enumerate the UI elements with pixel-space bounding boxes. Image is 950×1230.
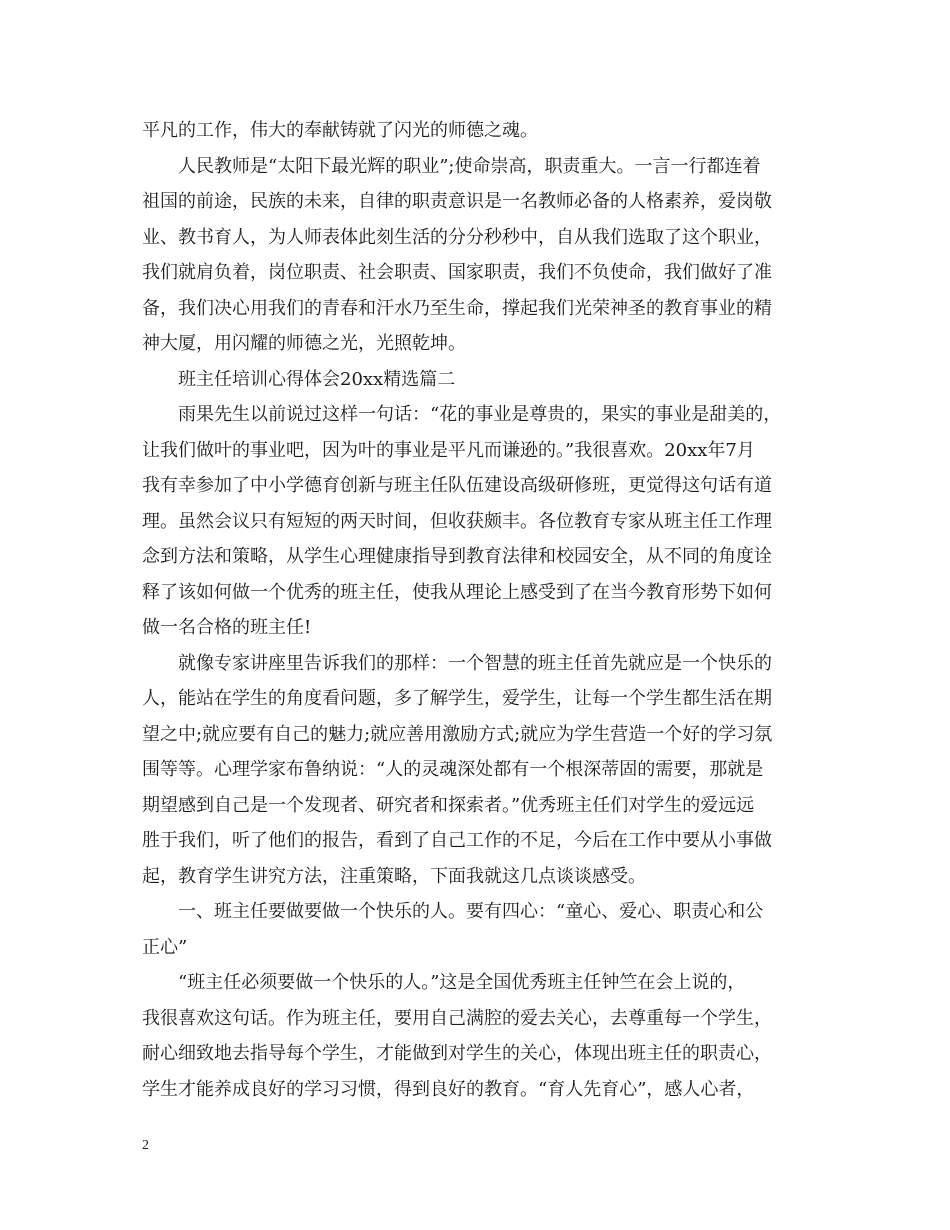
text-line: 释了该如何做一个优秀的班主任，使我从理论上感受到了在当今教育形势下如何 xyxy=(142,581,772,603)
document-body xyxy=(142,113,810,1107)
text-line: 正心” xyxy=(142,936,188,958)
text-line: 理。虽然会议只有短短的两天时间，但收获颇丰。各位教育专家从班主任工作理 xyxy=(142,510,772,532)
text-line: 胜于我们，听了他们的报告，看到了自己工作的不足，今后在工作中要从小事做 xyxy=(142,830,772,851)
text-line: 我很喜欢这句话。作为班主任，要用自己满腔的爱去关心，去尊重每一个学生， xyxy=(142,1007,772,1029)
text-line: 望之中;就应要有自己的魅力;就应善用激励方式;就应为学生营造一个好的学习氛 xyxy=(142,723,773,745)
text-line: 雨果先生以前说过这样一句话：“花的事业是尊贵的，果实的事业是甜美的， xyxy=(178,404,782,425)
text-line: 我们就肩负着，岗位职责、社会职责、国家职责，我们不负使命，我们做好了准 xyxy=(142,262,772,283)
text-line: 念到方法和策略，从学生心理健康指导到教育法律和校园安全，从不同的角度诠 xyxy=(142,546,772,567)
text-line: 祖国的前途，民族的未来，自律的职责意识是一名教师必备的人格素养，爱岗敬 xyxy=(142,191,772,212)
text-line: 业、教书育人，为人师表体此刻生活的分分秒秒中，自从我们选取了这个职业， xyxy=(142,226,772,248)
text-line: 学生才能养成良好的学习习惯，得到良好的教育。“育人先育心”，感人心者， xyxy=(142,1078,755,1100)
text-line: 让我们做叶的事业吧，因为叶的事业是平凡而谦逊的。”我很喜欢。20xx年7月 xyxy=(142,439,755,461)
text-line: 平凡的工作，伟大的奉献铸就了闪光的师德之魂。 xyxy=(142,120,538,141)
text-line: 耐心细致地去指导每个学生，才能做到对学生的关心，体现出班主任的职责心， xyxy=(142,1043,772,1064)
text-line: “班主任必须要做一个快乐的人。”这是全国优秀班主任钟竺在会上说的， xyxy=(178,972,746,993)
text-line: 起，教育学生讲究方法，注重策略，下面我就这几点谈谈感受。 xyxy=(142,865,646,887)
text-line: 一、班主任要做要做一个快乐的人。要有四心：“童心、爱心、职责心和公 xyxy=(178,901,764,922)
text-line: 我有幸参加了中小学德育创新与班主任队伍建设高级研修班，更觉得这句话有道 xyxy=(142,475,772,496)
text-line: 班主任培训心得体会20xx精选篇二 xyxy=(178,368,456,390)
text-line: 围等等。心理学家布鲁纳说：“人的灵魂深处都有一个根深蒂固的需要，那就是 xyxy=(142,759,764,780)
text-line: 做一名合格的班主任! xyxy=(142,617,312,638)
page-number: 2 xyxy=(142,1138,149,1153)
text-line: 期望感到自己是一个发现者、研究者和探索者。”优秀班主任们对学生的爱远远 xyxy=(142,794,755,816)
text-line: 人，能站在学生的角度看问题，多了解学生，爱学生，让每一个学生都生活在期 xyxy=(142,688,772,709)
text-line: 就像专家讲座里告诉我们的那样：一个智慧的班主任首先就应是一个快乐的 xyxy=(178,652,772,674)
text-line: 备，我们决心用我们的青春和汗水乃至生命，撑起我们光荣神圣的教育事业的精 xyxy=(142,297,772,319)
text-line: 人民教师是“太阳下最光辉的职业”;使命崇高，职责重大。一言一行都连着 xyxy=(178,155,761,177)
text-line: 神大厦，用闪耀的师德之光，光照乾坤。 xyxy=(142,333,466,354)
